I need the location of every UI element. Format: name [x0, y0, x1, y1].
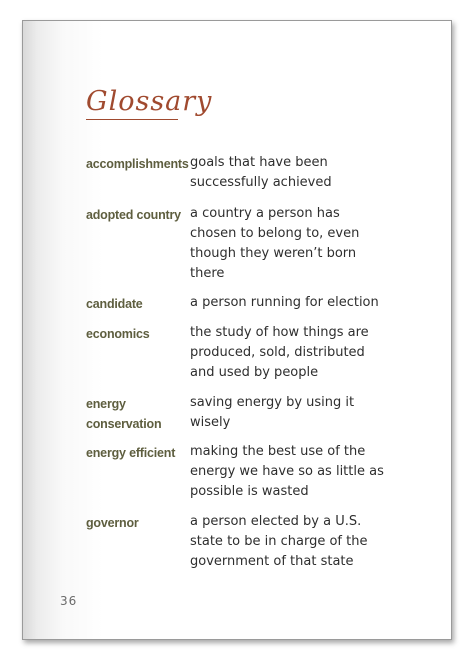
glossary-definition: a person running for election: [190, 295, 379, 310]
glossary-term: candidate: [86, 297, 143, 311]
page-number: 36: [60, 594, 78, 608]
glossary-definition: goals that have been successfully achieved: [190, 155, 332, 190]
glossary-term: adopted country: [86, 208, 181, 222]
glossary-term: economics: [86, 327, 150, 341]
title-underline: [86, 119, 178, 120]
glossary-term: energy efficient: [86, 446, 176, 460]
glossary-term: energy conservation: [86, 397, 162, 431]
glossary-definition: the study of how things are produced, sold, distributed and used by people: [190, 325, 369, 380]
glossary-definition: saving energy by using it wisely: [190, 395, 355, 430]
glossary-term: accomplishments: [86, 157, 189, 171]
glossary-definition: a country a person has chosen to belong to, even though they weren’t born there: [190, 206, 360, 281]
glossary-term: governor: [86, 516, 139, 530]
page-title: Glossary: [86, 86, 213, 117]
glossary-definition: a person elected by a U.S. state to be in charge of the government of that state: [190, 514, 368, 569]
glossary-definition: making the best use of the energy we have so as little as possible is wasted: [190, 444, 384, 499]
